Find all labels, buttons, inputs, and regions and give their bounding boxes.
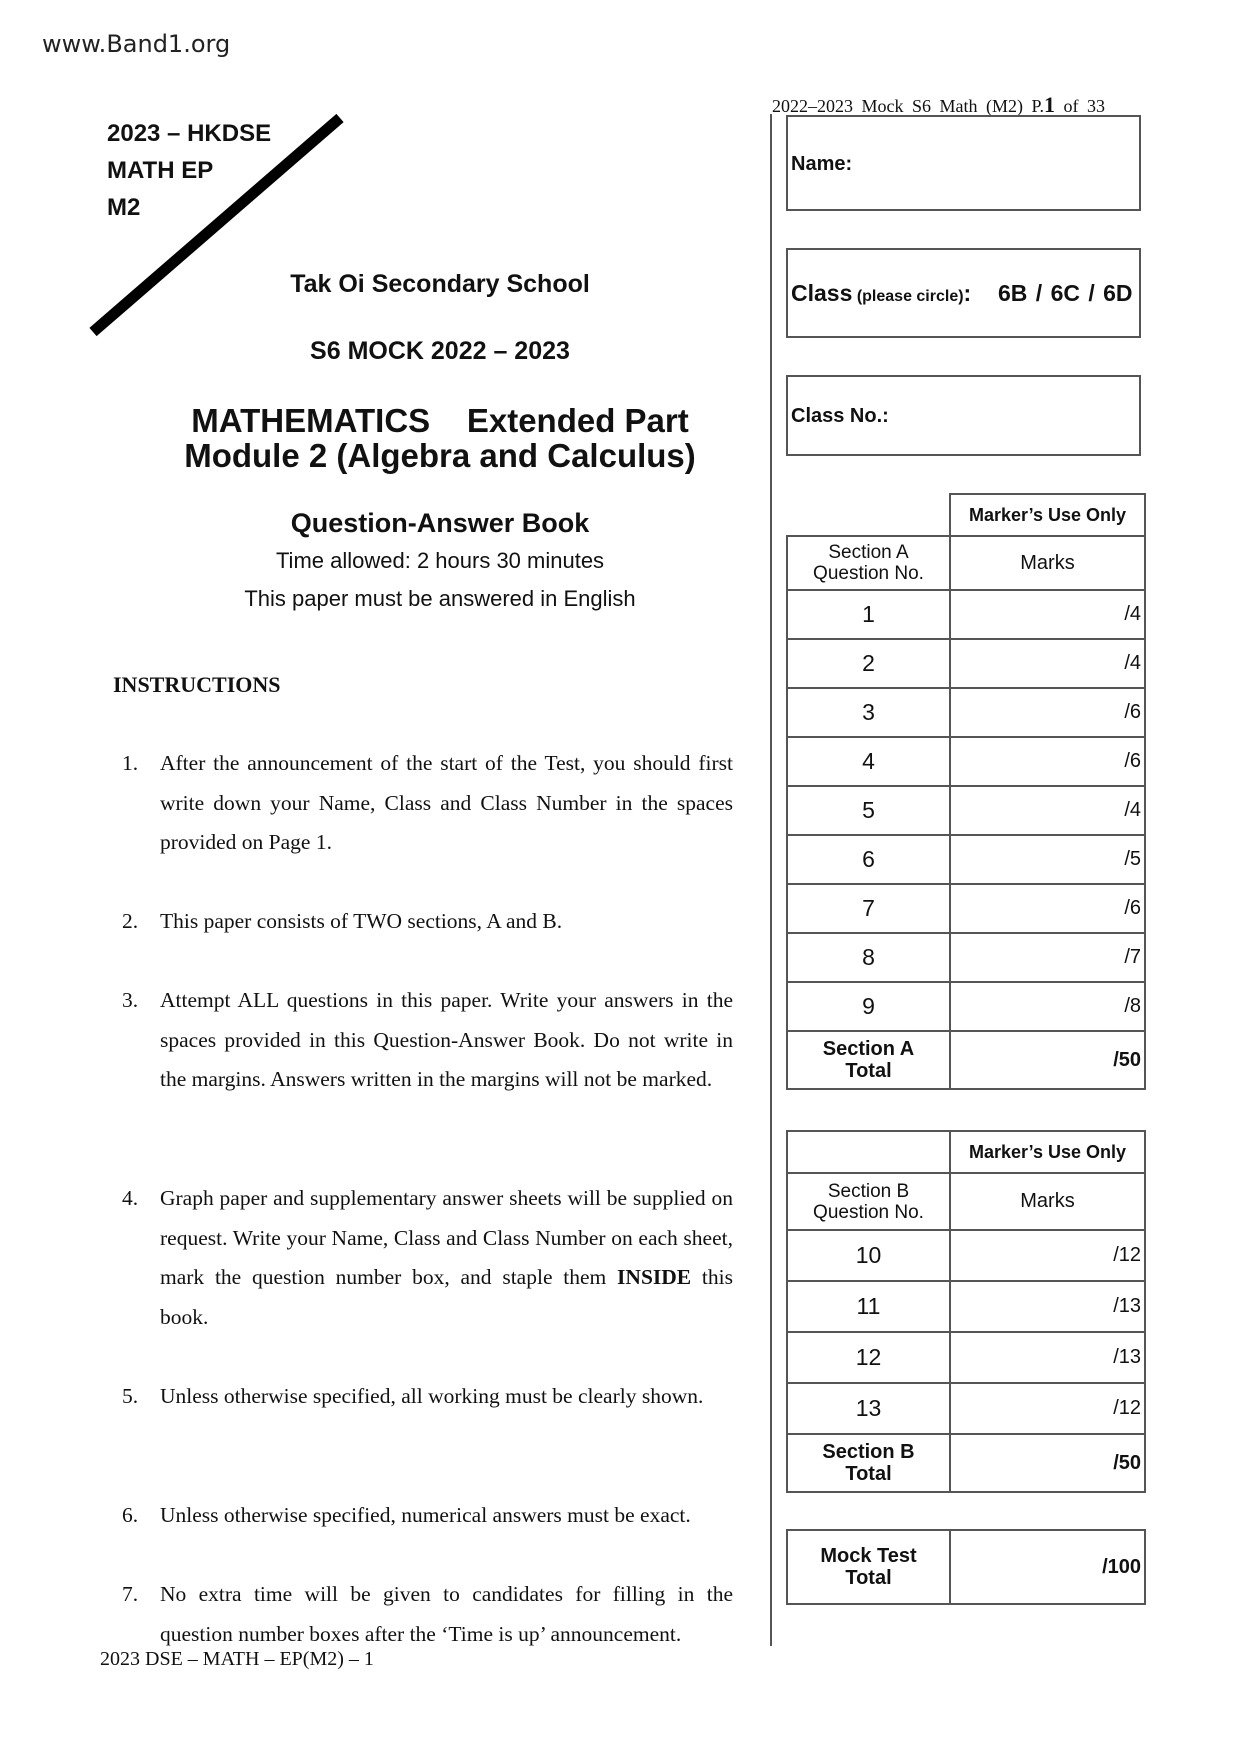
corner-label-exam: 2023 – HKDSE [107, 120, 272, 147]
table-row [787, 1281, 1145, 1332]
class-options[interactable]: 6B / 6C / 6D [998, 280, 1133, 306]
section-a-marks-table [786, 493, 1146, 1090]
question-number: 5 [787, 786, 950, 835]
page-header-title: 2022–2023 Mock S6 Math (M2) P. [772, 96, 1045, 116]
question-number: 3 [787, 688, 950, 737]
subject-title-line2: Module 2 (Algebra and Calculus) [184, 437, 696, 474]
table-row [787, 688, 1145, 737]
total-label-word: Total [845, 1463, 892, 1485]
instruction-text: Unless otherwise specified, numerical answers must be exact. [160, 1503, 691, 1527]
marks-cell[interactable]: /4 [950, 639, 1145, 688]
marks-header: Marks [950, 536, 1145, 590]
instruction-text: Unless otherwise specified, all working must be clearly shown. [160, 1384, 704, 1408]
blank-corner-cell [787, 494, 950, 536]
section-total-cell[interactable]: /50 [950, 1434, 1145, 1492]
instruction-number: 6. [122, 1503, 139, 1527]
grand-total-cell[interactable]: /100 [950, 1530, 1145, 1604]
marks-cell[interactable]: /6 [950, 884, 1145, 933]
class-label-hint: (please circle) [852, 288, 964, 305]
question-no-header [787, 1173, 950, 1230]
question-number: 1 [787, 590, 950, 639]
table-row [787, 835, 1145, 884]
question-number: 7 [787, 884, 950, 933]
marks-cell[interactable]: /4 [950, 590, 1145, 639]
instruction-item [122, 1575, 733, 1654]
total-label-section: Section A [822, 1038, 915, 1060]
question-number: 11 [787, 1281, 950, 1332]
instruction-text-part: Graph paper and supplementary answer sheets will be supplied on request. Write your Name, Class and Class Number on each sheet, mark the question number box, and staple them [160, 1186, 733, 1290]
question-no-header [787, 536, 950, 590]
question-number: 2 [787, 639, 950, 688]
marks-cell[interactable]: /12 [950, 1230, 1145, 1281]
watermark-url: www.Band1.org [42, 30, 231, 58]
grand-total-label-line1: Mock Test [820, 1545, 917, 1567]
question-number: 10 [787, 1230, 950, 1281]
marks-cell[interactable]: /13 [950, 1332, 1145, 1383]
margin-rule [770, 114, 772, 1646]
instruction-item [122, 1377, 733, 1417]
marks-cell[interactable]: /13 [950, 1281, 1145, 1332]
table-row [787, 933, 1145, 982]
school-name: Tak Oi Secondary School [290, 270, 590, 298]
instruction-item [122, 744, 733, 863]
marks-cell[interactable]: /5 [950, 835, 1145, 884]
instruction-number: 4. [122, 1186, 139, 1210]
section-total-cell[interactable]: /50 [950, 1031, 1145, 1089]
table-row [787, 884, 1145, 933]
question-number: 8 [787, 933, 950, 982]
marks-header: Marks [950, 1173, 1145, 1230]
marks-cell[interactable]: /12 [950, 1383, 1145, 1434]
table-row [787, 982, 1145, 1031]
class-field[interactable] [786, 248, 1141, 338]
instructions-heading: INSTRUCTIONS [113, 672, 281, 697]
corner-label-paper: MATH EP [107, 157, 214, 184]
subject-title-line1: MATHEMATICS Extended Part [191, 402, 689, 439]
section-total-label [787, 1434, 950, 1492]
instruction-number: 5. [122, 1384, 139, 1408]
question-number: 4 [787, 737, 950, 786]
question-number: 9 [787, 982, 950, 1031]
marks-cell[interactable]: /4 [950, 786, 1145, 835]
instruction-text: Attempt ALL questions in this paper. Write your answers in the spaces provided in this Question-Answer Book. Do not write in the margins. Answers written in the margins will not be marked. [160, 988, 733, 1092]
marker-use-header: Marker’s Use Only [950, 494, 1145, 536]
instruction-emphasis: INSIDE [617, 1265, 692, 1290]
corner-label-module: M2 [107, 194, 141, 221]
table-row [787, 1230, 1145, 1281]
name-field[interactable] [786, 115, 1141, 211]
class-label-colon: : [963, 280, 972, 306]
table-row [787, 1383, 1145, 1434]
instruction-text: No extra time will be given to candidates for filling in the question number boxes after the ‘Time is up’ announcement. [160, 1582, 733, 1646]
question-number: 6 [787, 835, 950, 884]
table-row [787, 590, 1145, 639]
page-number: 1 [1044, 92, 1056, 117]
time-allowed: Time allowed: 2 hours 30 minutes [275, 548, 605, 573]
mock-test-total-table [786, 1529, 1146, 1605]
total-label-section: Section B [822, 1441, 915, 1463]
question-header-section: Section A [828, 542, 909, 563]
grand-total-label [787, 1530, 950, 1604]
marks-cell[interactable]: /6 [950, 737, 1145, 786]
blank-corner-cell [787, 1131, 950, 1173]
book-type: Question-Answer Book [290, 508, 590, 538]
question-header-section: Section B [827, 1180, 910, 1202]
instruction-number: 3. [122, 988, 139, 1012]
class-label [791, 280, 971, 307]
question-number: 13 [787, 1383, 950, 1434]
instruction-number: 1. [122, 751, 139, 775]
table-row [787, 786, 1145, 835]
section-b-marks-table [786, 1130, 1146, 1493]
marks-cell[interactable]: /7 [950, 933, 1145, 982]
instruction-text: After the announcement of the start of the Test, you should first write down your Name, Class and Class Number in the spaces provided on Page 1. [160, 751, 733, 855]
instruction-number: 7. [122, 1582, 139, 1606]
instruction-text [160, 1179, 733, 1337]
table-row [787, 639, 1145, 688]
class-number-label: Class No.: [791, 405, 889, 427]
class-label-text: Class [791, 280, 853, 306]
question-number: 12 [787, 1332, 950, 1383]
language-note: This paper must be answered in English [244, 586, 636, 611]
table-row [787, 1332, 1145, 1383]
instruction-item [122, 902, 733, 942]
instruction-text-part: this book. [160, 1265, 733, 1329]
question-header-label: Question No. [813, 1201, 924, 1223]
marks-cell[interactable]: /8 [950, 982, 1145, 1031]
instruction-item [122, 1179, 733, 1337]
marks-cell[interactable]: /6 [950, 688, 1145, 737]
page-footer: 2023 DSE – MATH – EP(M2) – 1 [100, 1648, 374, 1670]
marker-use-header: Marker’s Use Only [950, 1131, 1145, 1173]
table-row [787, 737, 1145, 786]
instruction-item [122, 1496, 733, 1536]
total-label-word: Total [845, 1060, 892, 1082]
name-label: Name: [791, 153, 853, 175]
instruction-text: This paper consists of TWO sections, A and B. [160, 909, 563, 933]
grand-total-label-line2: Total [845, 1567, 892, 1589]
question-header-label: Question No. [813, 563, 924, 584]
class-number-field[interactable] [786, 375, 1141, 456]
mock-title: S6 MOCK 2022 – 2023 [310, 337, 570, 365]
instruction-number: 2. [122, 909, 139, 933]
section-total-label [787, 1031, 950, 1089]
page-count: of 33 [1055, 96, 1106, 116]
instruction-item [122, 981, 733, 1100]
